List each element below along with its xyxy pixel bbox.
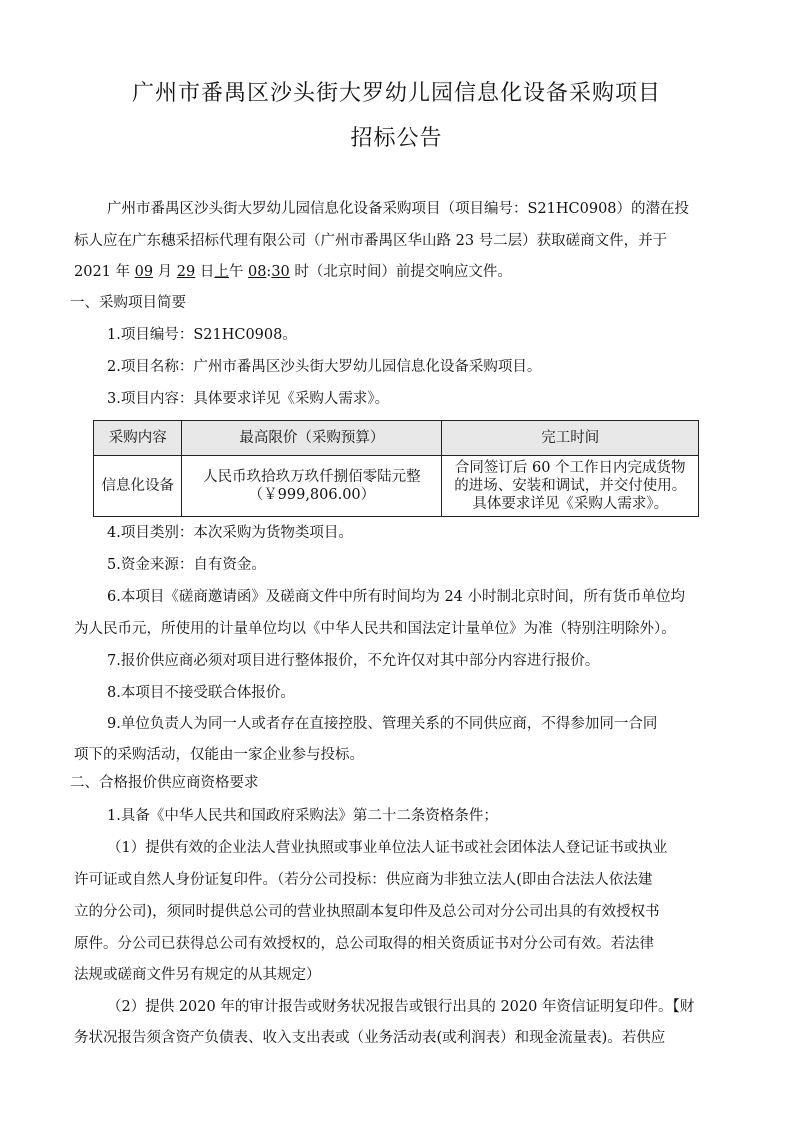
intro-hour: 08 [247,264,267,280]
intro-line-2: 标人应在广东穗采招标代理有限公司（广州市番禺区华山路 23 号二层）获取磋商文件，并于 [74,233,668,249]
section1-item9-line2: 项下的采购活动，仅能由一家企业参与投标。 [74,747,364,763]
section2-p1-line2: 许可证或自然人身份证复印件。（若分公司投标：供应商为非独立法人(即由合法法人依法建 [74,872,653,888]
intro-month: 09 [134,264,154,280]
section1-item7: 7.报价供应商必须对项目进行整体报价，不允许仅对其中部分内容进行报价。 [107,653,600,669]
intro-colon: : [266,264,272,280]
section1-item6-line2: 为人民币元，所使用的计量单位均以《中华人民共和国法定计量单位》为准（特别注明除外）。 [74,621,676,637]
table-header-price: 最高限价（采购预算） [182,421,442,456]
intro-day: 29 [176,264,196,280]
section2-heading: 二、合格报价供应商资格要求 [70,775,259,791]
table-cell-content: 信息化设备 [94,456,182,517]
section1-item8: 8.本项目不接受联合体报价。 [107,685,295,701]
time-line-2: 的进场、安装和调试，并交付使用。 [454,478,687,494]
section2-p2-line2: 务状况报告须含资产负债表、收入支出表或（业务活动表(或利润表）和现金流量表)。若供应 [74,1030,666,1046]
intro-month-label: 月 [153,264,177,280]
table-cell-price [182,456,442,517]
section1-item6-line1: 6.本项目《磋商邀请函》及磋商文件中所有时间均为 24 小时制北京时间，所有货币单位均 [107,589,685,605]
section2-p2-line1: （2）提供 2020 年的审计报告或财务状况报告或银行出具的 2020 年资信证明复印件。【财 [107,999,695,1015]
section1-item5: 5.资金来源：自有资金。 [107,557,266,573]
price-words: 人民币玖拾玖万玖仟捌佰零陆元整 [203,469,421,485]
table-header-content: 采购内容 [94,421,182,456]
section2-p1-line1: （1）提供有效的企业法人营业执照或事业单位法人证书或社会团体法人登记证书或执业 [107,840,668,856]
section2-p1-line4: 原件。分公司已获得总公司有效授权的，总公司取得的相关资质证书对分公司有效。若法律 [74,936,654,952]
intro-minute: 30 [271,264,290,280]
intro-day-label: 日 [195,264,215,280]
intro-line-1: 广州市番禺区沙头街大罗幼儿园信息化设备采购项目（项目编号：S21HC0908）的潜在投 [107,201,690,217]
intro-ampm: 上 [214,264,229,280]
price-number: （￥999,806.00） [248,487,376,503]
time-line-1: 合同签订后 60 个工作日内完成货物 [454,460,686,476]
section1-item1: 1.项目编号：S21HC0908。 [107,327,297,343]
table-cell-time [442,456,699,517]
table-header-time: 完工时间 [442,421,699,456]
section1-item2: 2.项目名称：广州市番禺区沙头街大罗幼儿园信息化设备采购项目。 [107,359,542,375]
section1-heading: 一、采购项目简要 [70,295,186,311]
section1-item4: 4.项目类别：本次采购为货物类项目。 [107,525,353,541]
section2-p1-line3: 立的分公司)，须同时提供总公司的营业执照副本复印件及总公司对分公司出具的有效授权书 [74,904,660,920]
section2-p1-line5: 法规或磋商文件另有规定的从其规定） [74,967,321,983]
table-header-row [94,421,699,456]
intro-line-3 [74,262,512,282]
requirements-table [93,420,699,517]
intro-deadline-suffix: 时（北京时间）前提交响应文件。 [289,264,512,280]
intro-year-text: 2021 年 [74,264,135,280]
document-subtitle: 招标公告 [350,126,443,151]
intro-ampm-label: 午 [228,264,248,280]
time-line-3: 具体要求详见《采购人需求》。 [472,496,669,512]
section1-item9-line1: 9.单位负责人为同一人或者存在直接控股、管理关系的不同供应商，不得参加同一合同 [107,716,658,732]
document-title: 广州市番禺区沙头街大罗幼儿园信息化设备采购项目 [131,81,661,106]
section1-item3: 3.项目内容：具体要求详见《采购人需求》。 [107,391,390,407]
section2-item1: 1.具备《中华人民共和国政府采购法》第二十二条资格条件； [107,808,498,824]
table-row [94,456,699,517]
